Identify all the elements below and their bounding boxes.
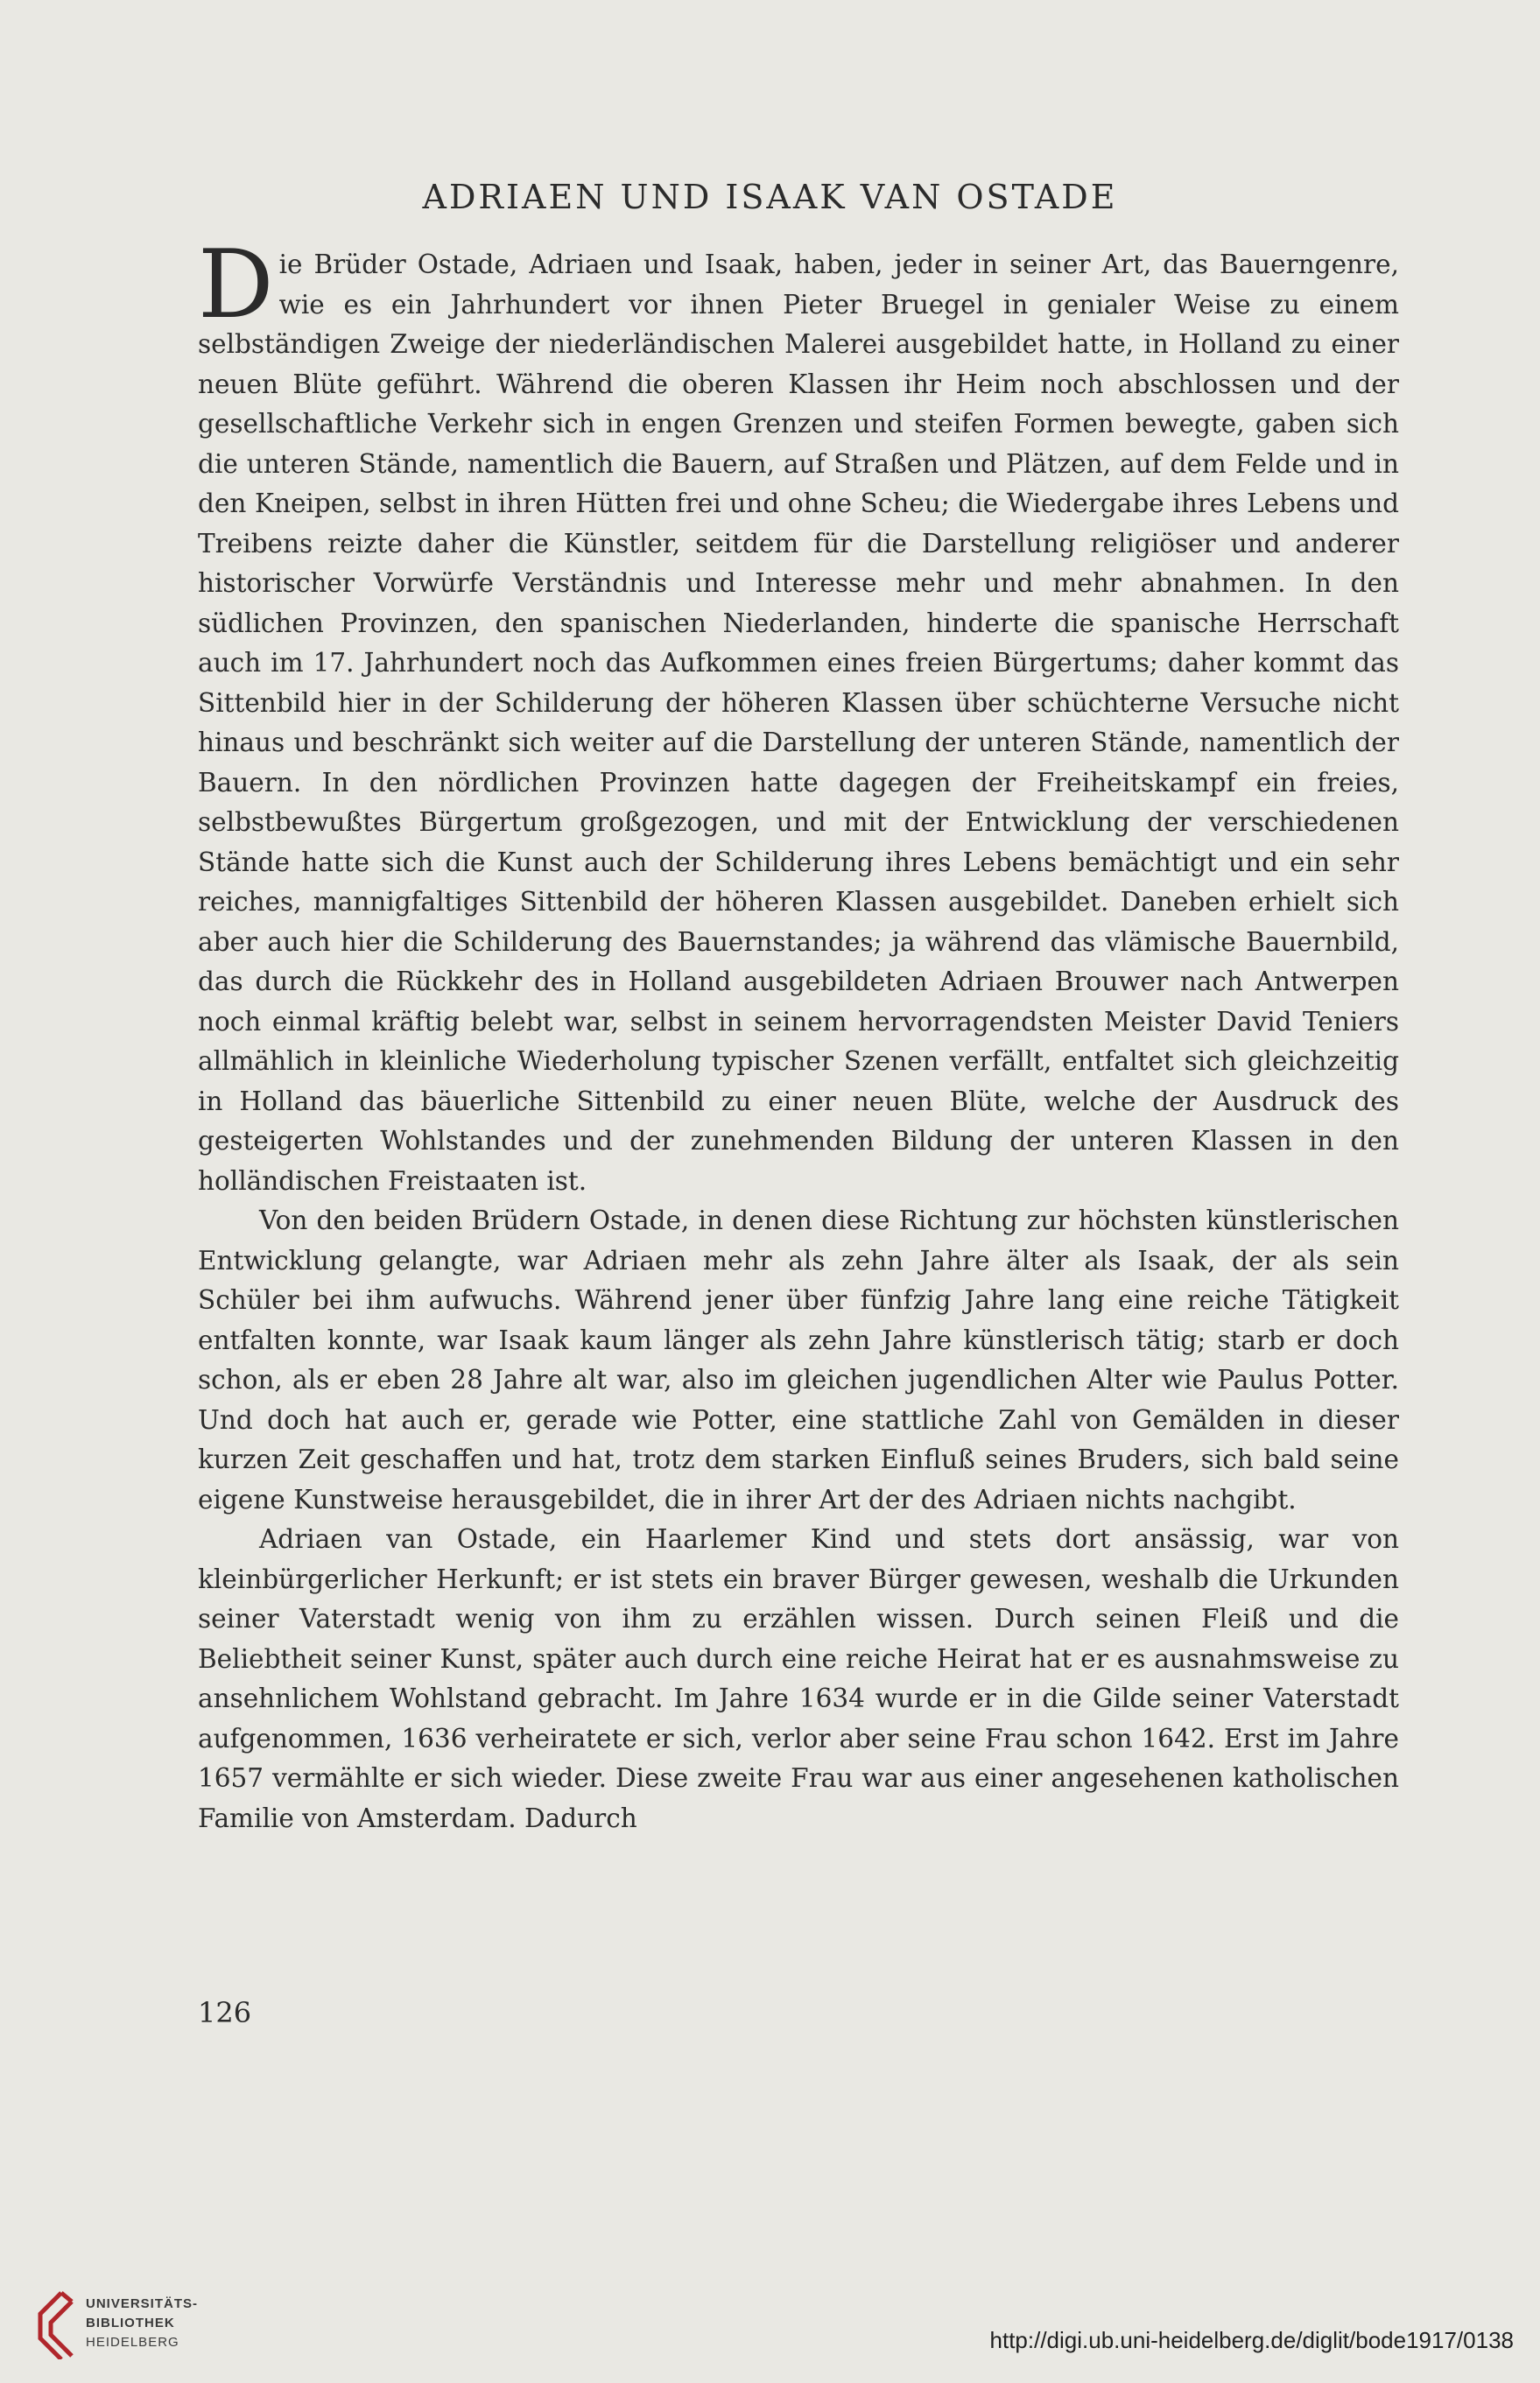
- library-logo-icon: [35, 2289, 77, 2359]
- body-text: [198, 230, 1399, 1838]
- page-title: ADRIAEN UND ISAAK VAN OSTADE: [422, 178, 1118, 216]
- drop-cap: D: [198, 230, 274, 340]
- library-line-3: HEIDELBERG: [86, 2335, 179, 2350]
- library-logo-text: [86, 2295, 198, 2352]
- page-number: 126: [198, 1996, 252, 2029]
- paragraph-1-text: ie Brüder Ostade, Adriaen und Isaak, haben, jeder in seiner Art, das Bauerngenre, wie es ein Jahrhundert vor ihnen Pieter Bruegel in genialer Weise zu einem selbständigen Zweige der niederländischen Malerei ausgebildet hatte, in Holland zu einer neuen Blüte geführt. Während die oberen Klassen ihr Heim noch abschlossen und der gesellschaftliche Verkehr sich in engen Grenzen und steifen Formen bewegte, gaben sich die unteren Stände, namentlich die Bauern, auf Straßen und Plätzen, auf dem Felde und in den Kneipen, selbst in ihren Hütten frei und ohne Scheu; die Wiedergabe ihres Lebens und Treibens reizte daher die Künstler, seitdem für die Darstellung religiöser und anderer historischer Vorwürfe Verständnis und Interesse mehr und mehr abnahmen. In den südlichen Provinzen, den spanischen Niederlanden, hinderte die spanische Herrschaft auch im 17. Jahrhundert noch das Aufkommen eines freien Bürgertums; daher kommt das Sittenbild hier in der Schilderung der höheren Klassen über schüchterne Versuche nicht hinaus und beschränkt sich weiter auf die Darstellung der unteren Stände, namentlich der Bauern. In den nördlichen Provinzen hatte dagegen der Freiheitskampf ein freies, selbstbewußtes Bürgertum großgezogen, und mit der Entwicklung der verschiedenen Stände hatte sich die Kunst auch der Schilderung ihres Lebens bemächtigt und ein sehr reiches, mannigfaltiges Sittenbild der höheren Klassen ausgebildet. Daneben erhielt sich aber auch hier die Schilderung des Bauernstandes; ja während das vlämische Bauernbild, das durch die Rückkehr des in Holland ausgebildeten Adriaen Brouwer nach Antwerpen noch einmal kräftig belebt war, selbst in seinem hervorragendsten Meister David Teniers allmählich in kleinliche Wiederholung typischer Szenen verfällt, entfaltet sich gleichzeitig in Holland das bäuerliche Sittenbild zu einer neuen Blüte, welche der Ausdruck des gesteigerten Wohlstandes und der zunehmenden Bildung der unteren Klassen in den holländischen Freistaaten ist.: [198, 250, 1399, 1196]
- paragraph-2: Von den beiden Brüdern Ostade, in denen diese Richtung zur höchsten künstlerischen Entwicklung gelangte, war Adriaen mehr als zehn Jahre älter als Isaak, der als sein Schüler bei ihm aufwuchs. Während jener über fünfzig Jahre lang eine reiche Tätigkeit entfalten konnte, war Isaak kaum länger als zehn Jahre künstlerisch tätig; starb er doch schon, als er eben 28 Jahre alt war, also im gleichen jugendlichen Alter wie Paulus Potter. Und doch hat auch er, gerade wie Potter, eine stattliche Zahl von Gemälden in dieser kurzen Zeit geschaffen und hat, trotz dem starken Einfluß seines Bruders, sich bald seine eigene Kunstweise herausgebildet, die in ihrer Art der des Adriaen nichts nachgibt.: [198, 1206, 1399, 1515]
- library-logo: [35, 2289, 263, 2359]
- source-url[interactable]: http://digi.ub.uni-heidelberg.de/diglit/bode1917/0138: [989, 2327, 1514, 2353]
- library-line-1: UNIVERSITÄTS-: [86, 2296, 199, 2311]
- library-line-2: BIBLIOTHEK: [86, 2316, 175, 2330]
- paragraph-1: [198, 230, 1399, 1201]
- paragraph-3: Adriaen van Ostade, ein Haarlemer Kind und stets dort ansässig, war von kleinbürgerlicher Herkunft; er ist stets ein braver Bürger gewesen, weshalb die Urkunden seiner Vaterstadt wenig von ihm zu erzählen wissen. Durch seinen Fleiß und die Beliebtheit seiner Kunst, später auch durch eine reiche Heirat hat er es ausnahmsweise zu ansehnlichem Wohlstand gebracht. Im Jahre 1634 wurde er in die Gilde seiner Vaterstadt aufgenommen, 1636 verheiratete er sich, verlor aber seine Frau schon 1642. Erst im Jahre 1657 vermählte er sich wieder. Diese zweite Frau war aus einer angesehenen katholischen Familie von Amsterdam. Dadurch: [198, 1524, 1399, 1833]
